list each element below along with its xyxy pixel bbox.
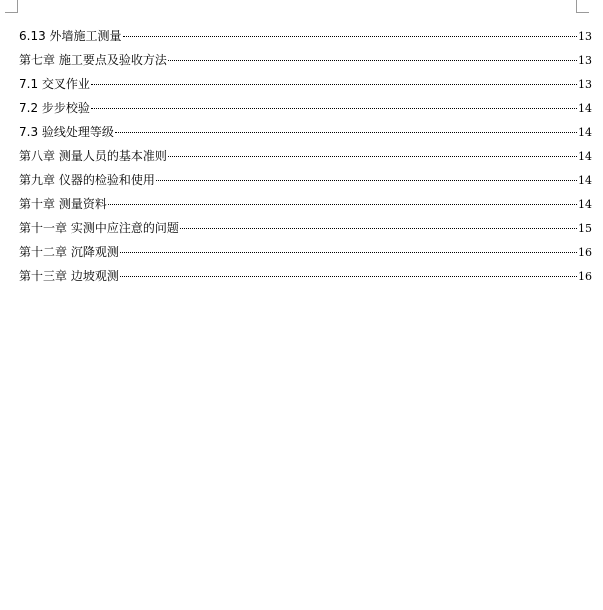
toc-entry-page: 14 <box>578 198 592 211</box>
toc-entry[interactable] <box>19 72 592 96</box>
toc-entry-page: 14 <box>578 102 592 115</box>
toc-dot-leader <box>115 132 577 133</box>
toc-entry[interactable] <box>19 240 592 264</box>
toc-entry[interactable] <box>19 264 592 288</box>
toc-entry[interactable] <box>19 120 592 144</box>
toc-dot-leader <box>108 204 577 205</box>
toc-entry-page: 13 <box>578 78 592 91</box>
table-of-contents <box>19 24 592 288</box>
toc-entry-title: 第七章 施工要点及验收方法 <box>19 53 167 67</box>
toc-dot-leader <box>168 60 577 61</box>
toc-entry-page: 14 <box>578 150 592 163</box>
toc-entry-page: 16 <box>578 270 592 283</box>
toc-entry-title: 7.3 验线处理等级 <box>19 125 114 139</box>
toc-dot-leader <box>120 252 577 253</box>
toc-entry[interactable] <box>19 192 592 216</box>
toc-dot-leader <box>120 276 577 277</box>
toc-entry-page: 14 <box>578 126 592 139</box>
toc-entry[interactable] <box>19 216 592 240</box>
toc-entry-page: 13 <box>578 54 592 67</box>
toc-entry-page: 14 <box>578 174 592 187</box>
toc-entry[interactable] <box>19 96 592 120</box>
toc-dot-leader <box>123 36 577 37</box>
toc-entry[interactable] <box>19 48 592 72</box>
toc-entry-title: 第十章 测量资料 <box>19 197 107 211</box>
page-corner-mark-left <box>5 0 18 13</box>
toc-entry-title: 7.2 步步校验 <box>19 101 90 115</box>
toc-dot-leader <box>180 228 577 229</box>
toc-dot-leader <box>156 180 577 181</box>
toc-entry-title: 6.13 外墙施工测量 <box>19 29 122 43</box>
toc-entry-title: 第十二章 沉降观测 <box>19 245 119 259</box>
toc-entry-title: 7.1 交叉作业 <box>19 77 90 91</box>
toc-entry[interactable] <box>19 144 592 168</box>
toc-entry[interactable] <box>19 168 592 192</box>
toc-dot-leader <box>91 84 577 85</box>
toc-entry-page: 16 <box>578 246 592 259</box>
toc-entry-page: 15 <box>578 222 592 235</box>
toc-entry[interactable] <box>19 24 592 48</box>
toc-entry-page: 13 <box>578 30 592 43</box>
toc-entry-title: 第十三章 边坡观测 <box>19 269 119 283</box>
toc-dot-leader <box>91 108 577 109</box>
toc-entry-title: 第十一章 实测中应注意的问题 <box>19 221 179 235</box>
toc-entry-title: 第八章 测量人员的基本准则 <box>19 149 167 163</box>
toc-entry-title: 第九章 仪器的检验和使用 <box>19 173 155 187</box>
toc-dot-leader <box>168 156 577 157</box>
page-corner-mark-right <box>576 0 589 13</box>
